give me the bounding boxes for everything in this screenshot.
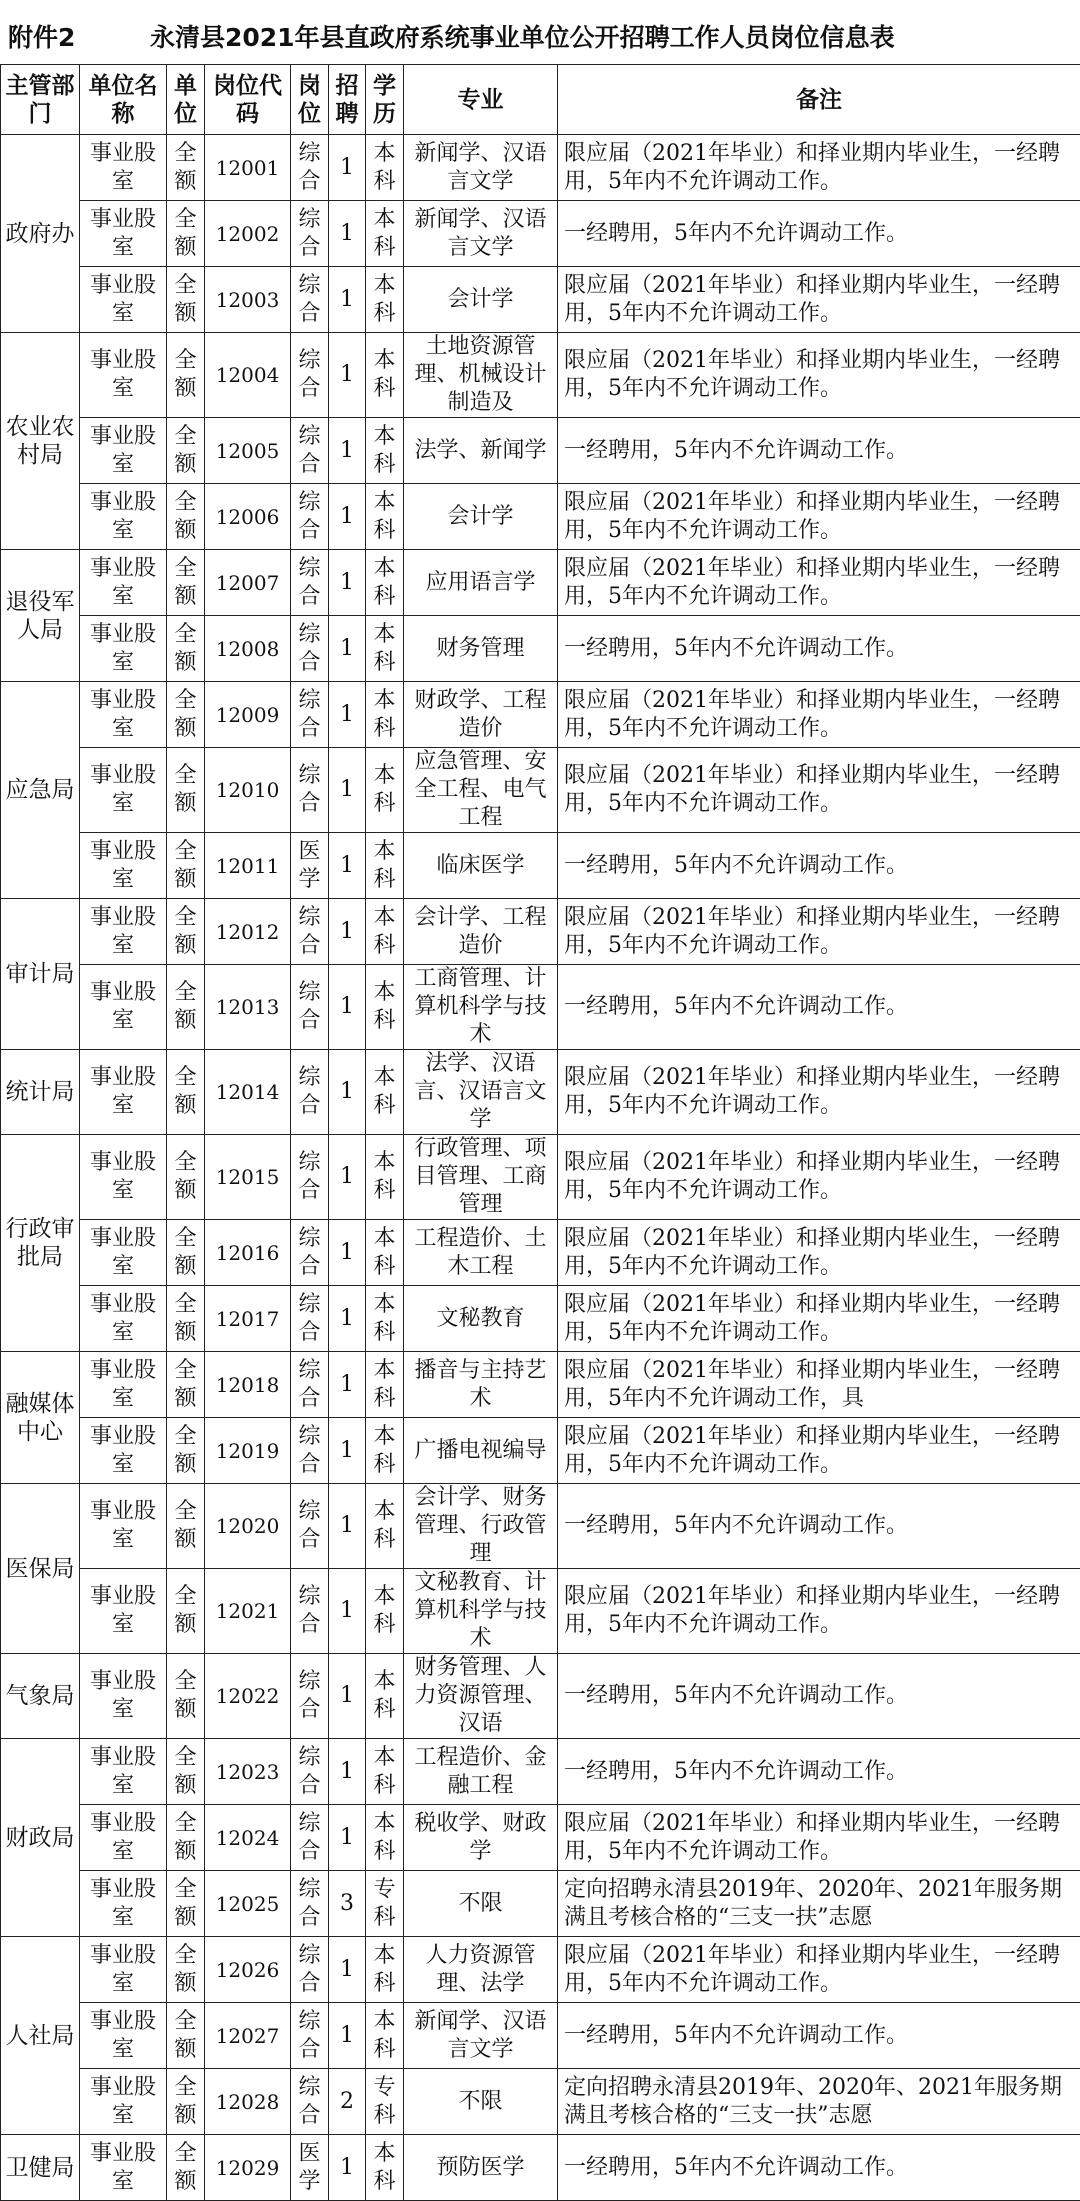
table-row [1,1484,1080,1569]
header-post: 岗位 [291,65,329,135]
cell-edu: 本科 [366,899,404,965]
cell-dept: 卫健局 [1,2135,80,2201]
cell-nature: 全额 [167,1050,205,1135]
cell-major: 人力资源管理、法学 [404,1937,558,2003]
cell-note: 限应届（2021年毕业）和择业期内毕业生，一经聘用，5年内不允许调动工作。 [558,1805,1080,1871]
cell-code: 12022 [205,1654,291,1739]
cell-count: 1 [329,1739,366,1805]
table-row [1,1050,1080,1135]
cell-post: 综合 [291,682,329,748]
table-row [1,418,1080,484]
cell-code: 12011 [205,833,291,899]
cell-nature: 全额 [167,333,205,418]
cell-major: 新闻学、汉语言文学 [404,201,558,267]
cell-edu: 本科 [366,418,404,484]
cell-unit: 事业股室 [80,267,167,333]
cell-unit: 事业股室 [80,550,167,616]
cell-post: 综合 [291,1739,329,1805]
cell-major: 不限 [404,1871,558,1937]
cell-nature: 全额 [167,1220,205,1286]
positions-table [0,64,1080,2201]
cell-unit: 事业股室 [80,418,167,484]
cell-code: 12013 [205,965,291,1050]
cell-count: 1 [329,201,366,267]
cell-note: 限应届（2021年毕业）和择业期内毕业生，一经聘用，5年内不允许调动工作。 [558,748,1080,833]
cell-major: 预防医学 [404,2135,558,2201]
cell-post: 综合 [291,1871,329,1937]
table-header-row [1,65,1080,135]
table-row [1,682,1080,748]
cell-count: 1 [329,2003,366,2069]
cell-dept: 气象局 [1,1654,80,1739]
cell-note: 限应届（2021年毕业）和择业期内毕业生，一经聘用，5年内不允许调动工作。 [558,1050,1080,1135]
cell-unit: 事业股室 [80,2069,167,2135]
cell-major: 会计学 [404,484,558,550]
cell-nature: 全额 [167,1135,205,1220]
cell-post: 综合 [291,1484,329,1569]
cell-unit: 事业股室 [80,2135,167,2201]
cell-unit: 事业股室 [80,1569,167,1654]
cell-nature: 全额 [167,2135,205,2201]
cell-nature: 全额 [167,2003,205,2069]
cell-count: 1 [329,1286,366,1352]
cell-dept: 财政局 [1,1739,80,1937]
cell-nature: 全额 [167,748,205,833]
table-row [1,2003,1080,2069]
cell-code: 12006 [205,484,291,550]
table-row [1,1286,1080,1352]
cell-note: 限应届（2021年毕业）和择业期内毕业生，一经聘用，5年内不允许调动工作。 [558,1220,1080,1286]
cell-major: 财务管理、人力资源管理、汉语 [404,1654,558,1739]
cell-code: 12020 [205,1484,291,1569]
cell-nature: 全额 [167,267,205,333]
table-row [1,267,1080,333]
cell-edu: 本科 [366,201,404,267]
cell-post: 综合 [291,616,329,682]
cell-count: 1 [329,1418,366,1484]
cell-note: 限应届（2021年毕业）和择业期内毕业生，一经聘用，5年内不允许调动工作。 [558,1135,1080,1220]
cell-dept: 应急局 [1,682,80,899]
table-row [1,833,1080,899]
cell-note: 一经聘用，5年内不允许调动工作。 [558,1739,1080,1805]
cell-dept: 融媒体中心 [1,1352,80,1484]
cell-major: 税收学、财政学 [404,1805,558,1871]
table-row [1,1569,1080,1654]
cell-code: 12003 [205,267,291,333]
cell-note: 限应届（2021年毕业）和择业期内毕业生，一经聘用，5年内不允许调动工作。 [558,682,1080,748]
cell-nature: 全额 [167,418,205,484]
table-row [1,1135,1080,1220]
table-row [1,748,1080,833]
table-row [1,333,1080,418]
cell-major: 广播电视编导 [404,1418,558,1484]
cell-note: 限应届（2021年毕业）和择业期内毕业生，一经聘用，5年内不允许调动工作。 [558,899,1080,965]
cell-code: 12012 [205,899,291,965]
cell-code: 12007 [205,550,291,616]
cell-edu: 本科 [366,333,404,418]
cell-count: 1 [329,682,366,748]
cell-post: 医学 [291,833,329,899]
cell-note: 限应届（2021年毕业）和择业期内毕业生，一经聘用，5年内不允许调动工作。 [558,333,1080,418]
cell-post: 综合 [291,550,329,616]
cell-note: 一经聘用，5年内不允许调动工作。 [558,833,1080,899]
cell-unit: 事业股室 [80,484,167,550]
cell-count: 1 [329,550,366,616]
cell-code: 12015 [205,1135,291,1220]
cell-code: 12019 [205,1418,291,1484]
cell-note: 限应届（2021年毕业）和择业期内毕业生，一经聘用，5年内不允许调动工作。 [558,550,1080,616]
cell-code: 12009 [205,682,291,748]
table-row [1,1739,1080,1805]
cell-nature: 全额 [167,1937,205,2003]
cell-edu: 本科 [366,965,404,1050]
cell-note: 一经聘用，5年内不允许调动工作。 [558,965,1080,1050]
cell-major: 文秘教育 [404,1286,558,1352]
table-row [1,201,1080,267]
cell-major: 土地资源管理、机械设计制造及 [404,333,558,418]
cell-nature: 全额 [167,1739,205,1805]
cell-nature: 全额 [167,550,205,616]
cell-count: 1 [329,833,366,899]
cell-note: 一经聘用，5年内不允许调动工作。 [558,1654,1080,1739]
cell-dept: 农业农村局 [1,333,80,550]
cell-unit: 事业股室 [80,1871,167,1937]
cell-nature: 全额 [167,616,205,682]
cell-code: 12029 [205,2135,291,2201]
cell-unit: 事业股室 [80,333,167,418]
cell-count: 1 [329,965,366,1050]
cell-code: 12014 [205,1050,291,1135]
cell-note: 定向招聘永清县2019年、2020年、2021年服务期满且考核合格的“三支一扶”志愿 [558,2069,1080,2135]
cell-unit: 事业股室 [80,1418,167,1484]
cell-post: 医学 [291,2135,329,2201]
cell-note: 定向招聘永清县2019年、2020年、2021年服务期满且考核合格的“三支一扶”志愿 [558,1871,1080,1937]
header-code: 岗位代码 [205,65,291,135]
cell-count: 1 [329,616,366,682]
cell-edu: 本科 [366,1654,404,1739]
table-row [1,1805,1080,1871]
cell-major: 工商管理、计算机科学与技术 [404,965,558,1050]
cell-code: 12008 [205,616,291,682]
table-row [1,2135,1080,2201]
cell-code: 12018 [205,1352,291,1418]
cell-post: 综合 [291,1050,329,1135]
cell-note: 一经聘用，5年内不允许调动工作。 [558,616,1080,682]
cell-nature: 全额 [167,1805,205,1871]
cell-unit: 事业股室 [80,682,167,748]
cell-major: 不限 [404,2069,558,2135]
cell-unit: 事业股室 [80,1352,167,1418]
cell-note: 限应届（2021年毕业）和择业期内毕业生，一经聘用，5年内不允许调动工作，具 [558,1352,1080,1418]
header-major: 专业 [404,65,558,135]
cell-code: 12026 [205,1937,291,2003]
table-row [1,899,1080,965]
cell-major: 工程造价、土木工程 [404,1220,558,1286]
cell-note: 一经聘用，5年内不允许调动工作。 [558,2135,1080,2201]
header-dept: 主管部门 [1,65,80,135]
cell-code: 12001 [205,135,291,201]
cell-post: 综合 [291,484,329,550]
cell-post: 综合 [291,1352,329,1418]
cell-count: 1 [329,1220,366,1286]
cell-code: 12021 [205,1569,291,1654]
cell-post: 综合 [291,899,329,965]
cell-dept: 审计局 [1,899,80,1050]
cell-count: 3 [329,1871,366,1937]
cell-count: 1 [329,267,366,333]
cell-major: 新闻学、汉语言文学 [404,135,558,201]
cell-note: 限应届（2021年毕业）和择业期内毕业生，一经聘用，5年内不允许调动工作。 [558,1286,1080,1352]
cell-dept: 人社局 [1,1937,80,2135]
title-bar [0,0,1080,72]
cell-edu: 本科 [366,135,404,201]
cell-unit: 事业股室 [80,965,167,1050]
cell-dept: 行政审批局 [1,1135,80,1352]
cell-dept: 统计局 [1,1050,80,1135]
cell-note: 一经聘用，5年内不允许调动工作。 [558,201,1080,267]
cell-nature: 全额 [167,965,205,1050]
cell-edu: 本科 [366,1569,404,1654]
cell-nature: 全额 [167,484,205,550]
table-row [1,2069,1080,2135]
table-row [1,1937,1080,2003]
annex-label: 附件2 [8,18,75,54]
cell-unit: 事业股室 [80,1654,167,1739]
cell-post: 综合 [291,1286,329,1352]
cell-post: 综合 [291,267,329,333]
cell-note: 限应届（2021年毕业）和择业期内毕业生，一经聘用，5年内不允许调动工作。 [558,1569,1080,1654]
header-edu: 学历 [366,65,404,135]
cell-major: 工程造价、金融工程 [404,1739,558,1805]
cell-post: 综合 [291,135,329,201]
cell-edu: 本科 [366,2003,404,2069]
cell-edu: 本科 [366,267,404,333]
cell-edu: 本科 [366,833,404,899]
cell-count: 1 [329,748,366,833]
cell-nature: 全额 [167,833,205,899]
cell-note: 一经聘用，5年内不允许调动工作。 [558,1484,1080,1569]
cell-edu: 本科 [366,1484,404,1569]
header-unit: 单位名称 [80,65,167,135]
cell-edu: 本科 [366,1739,404,1805]
table-row [1,965,1080,1050]
cell-post: 综合 [291,748,329,833]
cell-edu: 专科 [366,1871,404,1937]
cell-edu: 本科 [366,1135,404,1220]
cell-edu: 专科 [366,2069,404,2135]
cell-post: 综合 [291,1569,329,1654]
cell-major: 临床医学 [404,833,558,899]
cell-count: 1 [329,333,366,418]
cell-nature: 全额 [167,1484,205,1569]
cell-post: 综合 [291,201,329,267]
cell-count: 2 [329,2069,366,2135]
table-row [1,616,1080,682]
cell-nature: 全额 [167,2069,205,2135]
cell-count: 1 [329,1937,366,2003]
cell-major: 播音与主持艺术 [404,1352,558,1418]
cell-unit: 事业股室 [80,616,167,682]
cell-edu: 本科 [366,1418,404,1484]
cell-major: 会计学、财务管理、行政管理 [404,1484,558,1569]
cell-count: 1 [329,1352,366,1418]
cell-edu: 本科 [366,1937,404,2003]
table-row [1,1418,1080,1484]
cell-code: 12024 [205,1805,291,1871]
cell-count: 1 [329,2135,366,2201]
cell-note: 限应届（2021年毕业）和择业期内毕业生，一经聘用，5年内不允许调动工作。 [558,484,1080,550]
table-row [1,484,1080,550]
cell-post: 综合 [291,1220,329,1286]
cell-unit: 事业股室 [80,748,167,833]
cell-code: 12028 [205,2069,291,2135]
cell-code: 12017 [205,1286,291,1352]
cell-count: 1 [329,899,366,965]
cell-count: 1 [329,484,366,550]
cell-post: 综合 [291,2069,329,2135]
cell-nature: 全额 [167,1418,205,1484]
cell-dept: 政府办 [1,135,80,333]
cell-unit: 事业股室 [80,1135,167,1220]
cell-major: 法学、新闻学 [404,418,558,484]
cell-code: 12016 [205,1220,291,1286]
cell-code: 12023 [205,1739,291,1805]
cell-count: 1 [329,1805,366,1871]
cell-major: 行政管理、项目管理、工商管理 [404,1135,558,1220]
table-row [1,1220,1080,1286]
cell-count: 1 [329,1135,366,1220]
header-nature: 单位 [167,65,205,135]
cell-major: 会计学、工程造价 [404,899,558,965]
cell-unit: 事业股室 [80,1220,167,1286]
cell-code: 12027 [205,2003,291,2069]
cell-note: 限应届（2021年毕业）和择业期内毕业生，一经聘用，5年内不允许调动工作。 [558,1418,1080,1484]
cell-major: 法学、汉语言、汉语言文学 [404,1050,558,1135]
cell-unit: 事业股室 [80,1937,167,2003]
cell-code: 12005 [205,418,291,484]
cell-edu: 本科 [366,550,404,616]
cell-code: 12002 [205,201,291,267]
table-row [1,1352,1080,1418]
cell-note: 限应届（2021年毕业）和择业期内毕业生，一经聘用，5年内不允许调动工作。 [558,1937,1080,2003]
cell-edu: 本科 [366,1352,404,1418]
cell-unit: 事业股室 [80,1050,167,1135]
cell-nature: 全额 [167,1871,205,1937]
cell-edu: 本科 [366,1286,404,1352]
cell-major: 新闻学、汉语言文学 [404,2003,558,2069]
cell-code: 12010 [205,748,291,833]
cell-major: 应用语言学 [404,550,558,616]
cell-post: 综合 [291,2003,329,2069]
cell-note: 一经聘用，5年内不允许调动工作。 [558,2003,1080,2069]
cell-edu: 本科 [366,682,404,748]
cell-nature: 全额 [167,135,205,201]
cell-post: 综合 [291,418,329,484]
cell-note: 一经聘用，5年内不允许调动工作。 [558,418,1080,484]
cell-count: 1 [329,418,366,484]
cell-major: 应急管理、安全工程、电气工程 [404,748,558,833]
cell-unit: 事业股室 [80,899,167,965]
table-row [1,135,1080,201]
header-count: 招聘 [329,65,366,135]
cell-nature: 全额 [167,201,205,267]
cell-edu: 本科 [366,2135,404,2201]
cell-post: 综合 [291,1805,329,1871]
cell-post: 综合 [291,1418,329,1484]
cell-post: 综合 [291,1135,329,1220]
cell-dept: 医保局 [1,1484,80,1654]
cell-unit: 事业股室 [80,201,167,267]
table-row [1,1654,1080,1739]
cell-count: 1 [329,1484,366,1569]
cell-unit: 事业股室 [80,1739,167,1805]
cell-post: 综合 [291,1937,329,2003]
cell-edu: 本科 [366,748,404,833]
cell-post: 综合 [291,1654,329,1739]
cell-nature: 全额 [167,682,205,748]
cell-post: 综合 [291,965,329,1050]
cell-unit: 事业股室 [80,1286,167,1352]
cell-nature: 全额 [167,899,205,965]
cell-major: 会计学 [404,267,558,333]
cell-unit: 事业股室 [80,135,167,201]
cell-note: 限应届（2021年毕业）和择业期内毕业生，一经聘用，5年内不允许调动工作。 [558,267,1080,333]
cell-edu: 本科 [366,1050,404,1135]
cell-major: 文秘教育、计算机科学与技术 [404,1569,558,1654]
table-body [1,135,1080,2201]
cell-code: 12004 [205,333,291,418]
cell-edu: 本科 [366,484,404,550]
cell-major: 财政学、工程造价 [404,682,558,748]
cell-nature: 全额 [167,1352,205,1418]
cell-edu: 本科 [366,616,404,682]
cell-post: 综合 [291,333,329,418]
page-title: 永清县2021年县直政府系统事业单位公开招聘工作人员岗位信息表 [150,18,895,54]
cell-unit: 事业股室 [80,2003,167,2069]
cell-nature: 全额 [167,1569,205,1654]
cell-nature: 全额 [167,1286,205,1352]
cell-major: 财务管理 [404,616,558,682]
cell-count: 1 [329,135,366,201]
cell-code: 12025 [205,1871,291,1937]
cell-nature: 全额 [167,1654,205,1739]
header-note: 备注 [558,65,1080,135]
cell-unit: 事业股室 [80,1805,167,1871]
cell-count: 1 [329,1569,366,1654]
cell-edu: 本科 [366,1220,404,1286]
cell-unit: 事业股室 [80,833,167,899]
cell-count: 1 [329,1654,366,1739]
cell-edu: 本科 [366,1805,404,1871]
cell-dept: 退役军人局 [1,550,80,682]
table-row [1,1871,1080,1937]
cell-count: 1 [329,1050,366,1135]
cell-note: 限应届（2021年毕业）和择业期内毕业生，一经聘用，5年内不允许调动工作。 [558,135,1080,201]
cell-unit: 事业股室 [80,1484,167,1569]
table-row [1,550,1080,616]
